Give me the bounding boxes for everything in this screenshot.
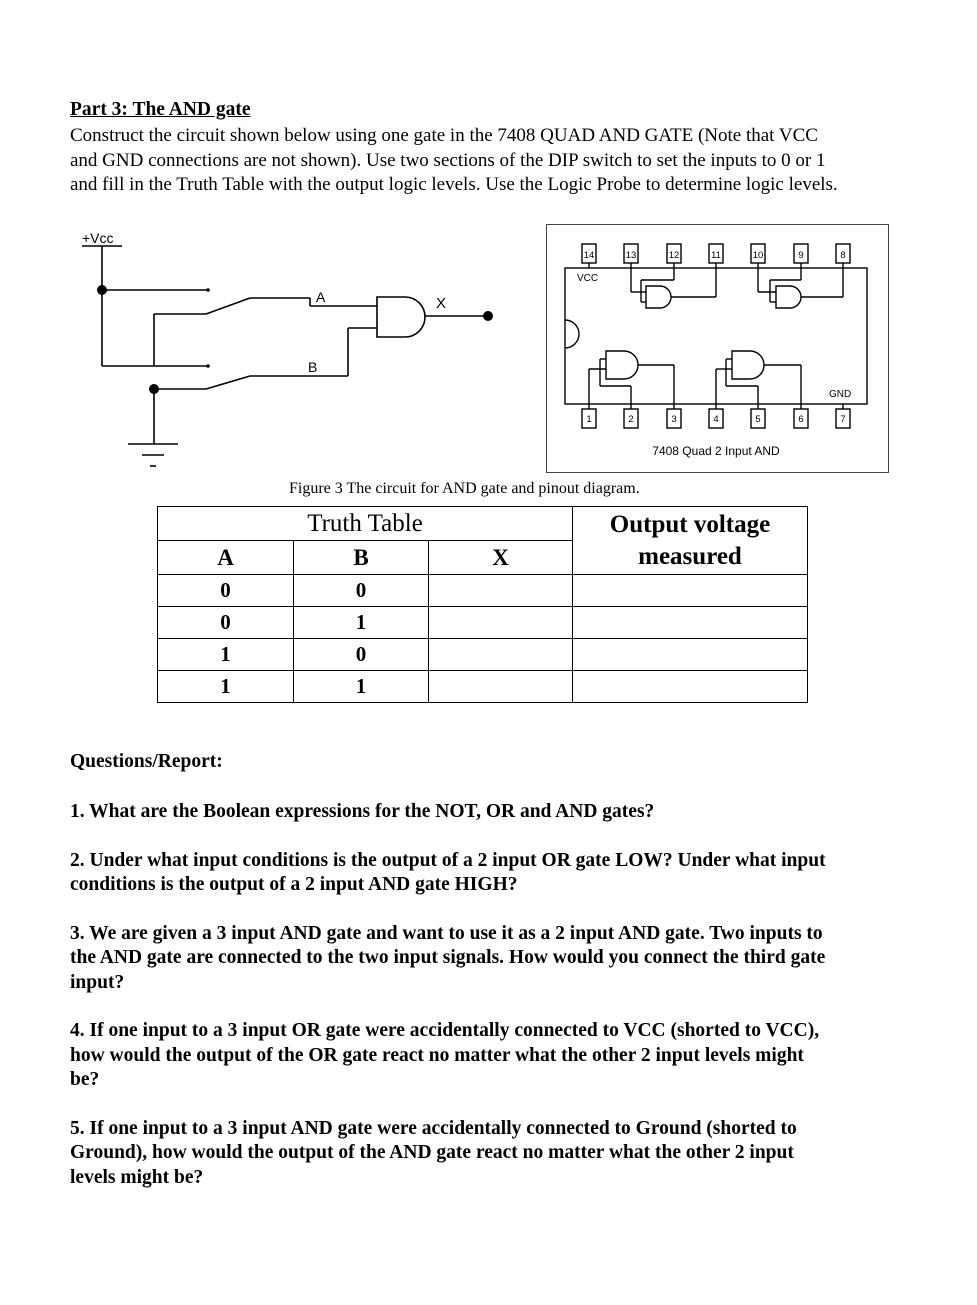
pin-5: 5	[755, 414, 761, 425]
table-row	[158, 671, 808, 703]
pin-13: 13	[625, 250, 637, 261]
figure-caption: Figure 3 The circuit for AND gate and pinout diagram.	[289, 480, 640, 497]
output-node	[483, 311, 493, 321]
pin-9: 9	[798, 250, 804, 261]
truth-table	[157, 506, 808, 703]
output-voltage-header: Output voltage measured	[573, 507, 808, 575]
cell-a: 0	[158, 575, 294, 607]
pin-7: 7	[840, 414, 846, 425]
cell-voltage[interactable]	[573, 671, 808, 703]
section-heading: Part 3: The AND gate	[70, 99, 251, 120]
pin-4: 4	[713, 414, 719, 425]
chip-vcc-label: VCC	[577, 273, 599, 284]
cell-a: 0	[158, 607, 294, 639]
vcc-node	[97, 285, 107, 295]
cell-b: 1	[294, 607, 429, 639]
bottom-pin-labels	[586, 414, 845, 425]
cell-a: 1	[158, 671, 294, 703]
question-5: 5. If one input to a 3 input AND gate were accidentally connected to Ground (shorted to Ground), how would the output of the AND gate react no matter what the other 2 input levels might be?	[70, 1117, 797, 1188]
questions-section	[70, 750, 830, 1214]
questions-title: Questions/Report:	[70, 751, 223, 772]
cell-x[interactable]	[429, 671, 573, 703]
truth-table-title: Truth Table	[158, 507, 573, 541]
cell-voltage[interactable]	[573, 639, 808, 671]
question-1: 1. What are the Boolean expressions for the NOT, OR and AND gates?	[70, 801, 655, 822]
column-x-header: X	[429, 541, 573, 575]
pin-11: 11	[711, 250, 721, 261]
and-gate-circuit-diagram	[80, 226, 520, 478]
7408-pinout-diagram	[546, 224, 889, 473]
cell-b: 0	[294, 575, 429, 607]
pin-2: 2	[628, 414, 634, 425]
column-b-header: B	[294, 541, 429, 575]
cell-a: 1	[158, 639, 294, 671]
cell-b: 1	[294, 671, 429, 703]
top-pin-labels	[584, 250, 846, 261]
cell-voltage[interactable]	[573, 607, 808, 639]
question-3: 3. We are given a 3 input AND gate and want to use it as a 2 input AND gate. Two inputs to the AND gate are connected to the two input signals. How would you connect the third gate input?	[70, 922, 826, 993]
chip-gnd-label: GND	[829, 389, 852, 400]
cell-b: 0	[294, 639, 429, 671]
vcc-label: +Vcc	[82, 230, 114, 246]
question-2: 2. Under what input conditions is the output of a 2 input OR gate LOW? Under what input conditions is the output of a 2 input AND gate HIGH?	[70, 849, 826, 895]
pin-3: 3	[671, 414, 677, 425]
pin-8: 8	[840, 250, 846, 261]
cell-x[interactable]	[429, 575, 573, 607]
cell-voltage[interactable]	[573, 575, 808, 607]
intro-paragraph: Construct the circuit shown below using one gate in the 7408 QUAD AND GATE (Note that VCC and GND connections are not shown). Use two sections of the DIP switch to set the inputs to 0 or 1 and fill in the Truth Table with the output logic levels. Use the Logic Probe to determine logic levels.	[70, 125, 838, 195]
input-b-label: B	[308, 359, 318, 375]
table-row	[158, 639, 808, 671]
pin-10: 10	[752, 250, 764, 261]
cell-x[interactable]	[429, 639, 573, 671]
ground-node	[149, 384, 159, 394]
input-a-label: A	[316, 289, 326, 305]
question-4: 4. If one input to a 3 input OR gate were accidentally connected to VCC (shorted to VCC), how would the output of the OR gate react no matter what the other 2 input levels might be?	[70, 1020, 820, 1090]
pin-1: 1	[586, 414, 592, 425]
pin-6: 6	[798, 414, 804, 425]
column-a-header: A	[158, 541, 294, 575]
pin-12: 12	[668, 250, 680, 261]
pin-14: 14	[583, 250, 595, 261]
output-x-label: X	[436, 295, 447, 312]
cell-x[interactable]	[429, 607, 573, 639]
chip-name-label: 7408 Quad 2 Input AND	[652, 444, 780, 458]
table-row	[158, 607, 808, 639]
table-row	[158, 575, 808, 607]
